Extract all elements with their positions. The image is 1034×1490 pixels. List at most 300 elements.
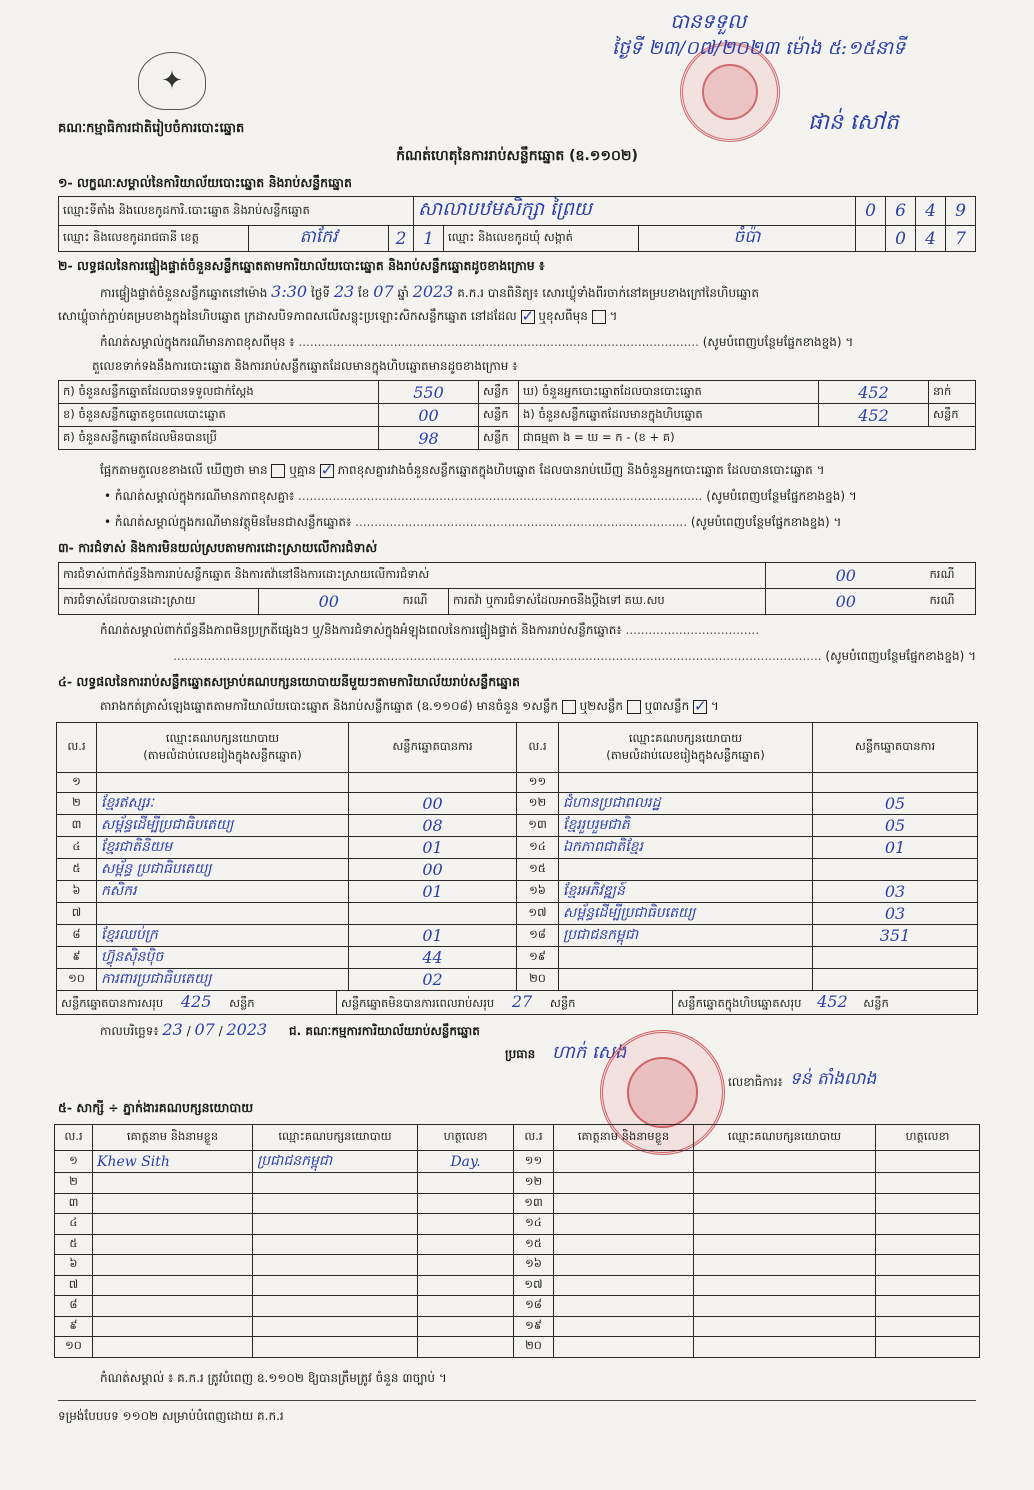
witness-signature (876, 1214, 980, 1235)
party-name (97, 902, 349, 924)
witness-name (93, 1296, 253, 1317)
row-no: ៣ (57, 814, 97, 836)
vote-count (813, 946, 978, 968)
w-col-sign-right: ហត្ថលេខា (876, 1125, 980, 1151)
seal-changed-checkbox[interactable] (592, 310, 606, 324)
diff-label-b: ឬគ្មាន (289, 463, 316, 477)
commune-code-digit: 0 (886, 226, 916, 252)
d-unit: នាក់ (929, 381, 976, 404)
party-name: សម្ព័ន្ធដើម្បីប្រជាធិបតេយ្យ (97, 814, 349, 836)
table-row (55, 1316, 980, 1337)
office-code-digit: 9 (946, 197, 976, 226)
party-name: ហ៊្វុនស៊ិនប៉ិច (97, 946, 349, 968)
footer-divider (58, 1400, 976, 1401)
footer-form-code: ទម្រង់បែបបទ ១១០២ សម្រាប់បំពេញដោយ គ.ក.រ (58, 1409, 284, 1423)
witness-party (253, 1275, 418, 1296)
witness-no: ១៦ (514, 1255, 554, 1276)
objection-row2b-unit: ករណី (926, 589, 976, 615)
vote-count: 02 (349, 968, 517, 990)
party-name (97, 773, 349, 793)
verify-day-label: ថ្ងៃទី (310, 286, 330, 300)
province-value: តាកែវ (249, 226, 389, 252)
row-no: ៩ (57, 946, 97, 968)
witness-name (554, 1296, 694, 1317)
witness-name (93, 1234, 253, 1255)
opt3-label: ឬ៣សន្លឹក (644, 699, 690, 713)
witness-signature (418, 1193, 514, 1214)
b-value: 00 (379, 404, 479, 427)
witness-party (253, 1193, 418, 1214)
witness-name (93, 1337, 253, 1358)
a-label: ក) ចំនួនសន្លឹកឆ្នោតដែលបានទទួលជាក់ស្តែង (59, 381, 379, 404)
chair-name: ហាក់ សេង (552, 1042, 627, 1063)
vote-count: 00 (349, 858, 517, 880)
province-label: ឈ្មោះ និងលេខកូដរាជធានី ខេត្ត (59, 226, 249, 252)
objection-row1-unit: ករណី (926, 563, 976, 589)
invalid-total-label: សន្លឹកឆ្នោតមិនបានការពេលរាប់សរុប (340, 996, 495, 1010)
verify-label: ការផ្ទៀងផ្ទាត់ចំនួនសន្លឹកឆ្នោតនៅម៉ោង (100, 286, 268, 300)
verify-year-label: ឆ្នាំ (397, 286, 409, 300)
row-no: ៦ (57, 880, 97, 902)
received-name: ផាន់ សៅត (808, 110, 899, 135)
witness-signature (418, 1296, 514, 1317)
b-label: ខ) ចំនួនសន្លឹកឆ្នោតខូចពេលបោះឆ្នោត (59, 404, 379, 427)
form-title: កំណត់ហេតុនៃការរាប់សន្លឹកឆ្នោត (ឧ.១១០២) (396, 148, 638, 164)
witness-name (93, 1255, 253, 1276)
table-row (55, 1255, 980, 1276)
table-row (57, 902, 978, 924)
objection-row2-value: 00 (259, 589, 399, 615)
province-code-digit: 1 (414, 226, 444, 252)
witness-no: ១៧ (514, 1275, 554, 1296)
sheets-3-checkbox[interactable] (693, 700, 707, 714)
box-total-value: 452 (817, 992, 848, 1011)
commune-code-blank (856, 226, 886, 252)
party-name: កសិករ (97, 880, 349, 902)
witness-no: ២ (55, 1173, 93, 1194)
witness-signature (418, 1275, 514, 1296)
sheets-2-checkbox[interactable] (627, 700, 641, 714)
witness-signature (418, 1316, 514, 1337)
commune-value: ចំប៉ា (639, 226, 856, 252)
vote-count (813, 773, 978, 793)
box-total-unit: សន្លឹក (863, 996, 889, 1010)
witness-name (93, 1275, 253, 1296)
table-row (57, 924, 978, 946)
counts-table (58, 380, 976, 450)
table-row (57, 792, 978, 814)
section2-title: ២- លទ្ធផលនៃការផ្ទៀងផ្ទាត់ចំនួនសន្លឹកឆ្នោតតាមការិយាល័យបោះឆ្នោត និងរាប់សន្លឹកឆ្នោតដូចខាងក្រោម ៖ (58, 258, 545, 273)
sheets-1-checkbox[interactable] (562, 700, 576, 714)
chair-label: ប្រធាន (505, 1047, 536, 1061)
witness-no: ២០ (514, 1337, 554, 1358)
witness-signature (876, 1316, 980, 1337)
vote-count: 01 (349, 836, 517, 858)
table-row (57, 836, 978, 858)
party-name: ខ្មែរជាតិនិយម (97, 836, 349, 858)
witness-name (93, 1316, 253, 1337)
col-party-left-title: ឈ្មោះគណបក្សនយោបាយ (165, 730, 280, 745)
objections-table (58, 562, 976, 615)
vote-count: 05 (813, 792, 978, 814)
vote-count: 08 (349, 814, 517, 836)
row-no: ១ (57, 773, 97, 793)
vote-count: 01 (349, 880, 517, 902)
diff-no-checkbox[interactable] (320, 464, 334, 478)
note-label: កំណត់សម្គាល់ក្នុងករណីមានភាពខុសពីមុន ៖ (100, 335, 295, 349)
witness-no: ៦ (55, 1255, 93, 1276)
witness-party (253, 1234, 418, 1255)
witness-party (694, 1173, 876, 1194)
witness-signature (418, 1214, 514, 1235)
diff-yes-checkbox[interactable] (271, 464, 285, 478)
office-table (58, 196, 976, 252)
witness-party: ប្រជាជនកម្ពុជា (253, 1151, 418, 1173)
witness-signature (876, 1151, 980, 1173)
witness-party (694, 1214, 876, 1235)
verify-line-1 (100, 282, 980, 303)
d-value: 452 (819, 381, 929, 404)
witness-no: ១៤ (514, 1214, 554, 1235)
verify-label-b: គ.ក.រ បានពិនិត្យ៖ សោរឃ្លុំទាំងពីរចាក់នៅគម្របខាងក្រៅនៃហិបឆ្នោត (457, 286, 759, 300)
witness-name (93, 1193, 253, 1214)
witness-signature (876, 1234, 980, 1255)
opt2-label: ឬ២សន្លឹក (579, 699, 624, 713)
party-name: ការពារប្រជាធិបតេយ្យ (97, 968, 349, 990)
vote-count: 05 (813, 814, 978, 836)
witness-no: ១ (55, 1151, 93, 1173)
row-no: ២ (57, 792, 97, 814)
witness-name (93, 1214, 253, 1235)
verify-line2-text: សោឃ្លុំចាក់ភ្ជាប់គម្របខាងក្នុងនៃហិបឆ្នោត ក្រដាសបិទភាពសលើសន្លុះប្រឡោះសិកសន្លឹកឆ្នោត នៅដដែល (58, 309, 517, 323)
section1-title: ១- លក្ខណៈសម្គាល់នៃការិយាល័យបោះឆ្នោត និងរាប់សន្លឹកឆ្នោត (58, 175, 352, 190)
party-name: ឯកភាពជាតិខ្មែរ (559, 836, 813, 858)
table-row (57, 880, 978, 902)
witness-no: ១១ (514, 1151, 554, 1173)
a-unit: សន្លឹក (479, 381, 519, 404)
received-time: ថ្ងៃទី ២៣/០៧/២០២៣ ម៉ោង ៥:១៥នាទី (612, 37, 906, 59)
witness-name: Khew Sith (93, 1151, 253, 1173)
table-row (57, 773, 978, 793)
vote-count: 00 (349, 792, 517, 814)
verify-month: 07 (373, 282, 394, 301)
received-note: បានទទួល (670, 9, 747, 33)
office-code-digit: 0 (856, 197, 886, 226)
section4-intro-label: តារាងកត់ត្រាសំឡេងឆ្នោតតាមការិយាល័យបោះឆ្នោត និងរាប់សន្លឹកឆ្នោត (ឧ.១១០៨) មានចំនួន ១សន្លឹក (100, 699, 558, 713)
row-no: ១០ (57, 968, 97, 990)
table-row (55, 1151, 980, 1173)
witness-party (253, 1214, 418, 1235)
committee-name: គណៈកម្មាធិការជាតិរៀបចំការបោះឆ្នោត (58, 121, 245, 136)
table-row (55, 1173, 980, 1194)
witness-party (253, 1173, 418, 1194)
vote-count (349, 902, 517, 924)
commune-code-digit: 4 (916, 226, 946, 252)
invalid-total-cell (336, 991, 672, 1015)
objection-row2-unit: ករណី (399, 589, 449, 615)
witness-name (554, 1173, 694, 1194)
table-row (57, 968, 978, 990)
col-party-right-title: ឈ្មោះគណបក្សនយោបាយ (628, 730, 743, 745)
row-no: ១២ (517, 792, 559, 814)
invalid-total-unit: សន្លឹក (549, 996, 576, 1010)
vote-count: 44 (349, 946, 517, 968)
w-col-name-left: គោត្តនាម និងនាមខ្លួន (93, 1125, 253, 1151)
date-label: កាលបរិច្ឆេទ៖ (100, 1024, 159, 1038)
related-line: តួលេខទាក់ទងនឹងការបោះឆ្នោត និងការរាប់សន្លឹកឆ្នោតដែលមានក្នុងហិបឆ្នោតមានដូចខាងក្រោម ៖ (92, 359, 518, 373)
witness-party (694, 1193, 876, 1214)
bullet1-fill: (សូមបំពេញបន្ថែមផ្នែកខាងខ្នង) ។ (706, 489, 857, 503)
witness-no: ១៩ (514, 1316, 554, 1337)
witness-no: ៧ (55, 1275, 93, 1296)
witness-party (694, 1316, 876, 1337)
witness-party (694, 1275, 876, 1296)
box-total-cell (673, 991, 978, 1015)
invalid-total-value: 27 (511, 992, 533, 1011)
verify-time: 3:30 (271, 282, 308, 301)
witness-no: ៥ (55, 1234, 93, 1255)
row-no: ១៣ (517, 814, 559, 836)
section3-fill: (សូមបំពេញបន្ថែមផ្នែកខាងខ្នង) ។ (825, 649, 976, 663)
witness-name (554, 1151, 694, 1173)
date-line: កាលបរិច្ឆេទ៖ 23 / 07 / 2023 ជ. គណៈកម្មការការិយាល័យរាប់សន្លឹកឆ្នោត (100, 1020, 480, 1039)
e-value: 452 (819, 404, 929, 427)
row-no: ៤ (57, 836, 97, 858)
box-total-label: សន្លឹកឆ្នោតក្នុងហិបឆ្នោតសរុប (677, 996, 802, 1010)
a-value: 550 (379, 381, 479, 404)
vote-count: 03 (813, 880, 978, 902)
witness-name (554, 1234, 694, 1255)
witness-party (253, 1316, 418, 1337)
witness-signature (876, 1296, 980, 1317)
witness-no: ១៥ (514, 1234, 554, 1255)
diff-label-c: ភាពខុសគ្នារវាងចំនួនសន្លឹកឆ្នោតក្នុងហិបឆ្នោត ដែលបានរាប់ឃើញ និងចំនួនអ្នកបោះឆ្នោត ដែលបានបោះឆ្នោត ។ (337, 463, 825, 477)
objection-row2b-label: ការតវ៉ា ឬការជំទាស់ដែលអាចនឹងប្តឹងទៅ គឃ.សប (449, 589, 766, 615)
section3-title: ៣- ការជំទាស់ និងការមិនយល់ស្របតាមការដោះស្រាយលើការជំទាស់ (58, 540, 378, 555)
col-party-left (97, 723, 349, 773)
witness-name (93, 1173, 253, 1194)
or-not-intact-label: ឬខុសពីមុន (538, 309, 588, 323)
party-name: សម្ព័ន្ធដើម្បីប្រជាធិបតេយ្យ (559, 902, 813, 924)
vote-count (813, 858, 978, 880)
c-label: គ) ចំនួនសន្លឹកឆ្នោតដែលមិនបានប្រើ (59, 427, 379, 450)
row-no: ១៤ (517, 836, 559, 858)
row-no: ១៨ (517, 924, 559, 946)
witness-signature (876, 1173, 980, 1194)
table-row (55, 1337, 980, 1358)
witness-signature (418, 1234, 514, 1255)
witness-name (554, 1316, 694, 1337)
witness-signature (418, 1337, 514, 1358)
witness-no: ១៣ (514, 1193, 554, 1214)
witness-name (554, 1337, 694, 1358)
vote-count: 351 (813, 924, 978, 946)
table-row (55, 1275, 980, 1296)
commune-code-digit: 7 (946, 226, 976, 252)
party-name (559, 968, 813, 990)
section4-intro: តារាងកត់ត្រាសំឡេងឆ្នោតតាមការិយាល័យបោះឆ្នោត និងរាប់សន្លឹកឆ្នោត (ឧ.១១០៨) មានចំនួន ១សន្លឹក ឬ២សន្លឹក ឬ៣សន្លឹក ✓ ។ (100, 698, 719, 716)
witness-no: ៣ (55, 1193, 93, 1214)
bullet2-fill: (សូមបំពេញបន្ថែមផ្នែកខាងខ្នង) ។ (690, 515, 842, 529)
e-unit: សន្លឹក (929, 404, 976, 427)
section3-note-line2: .......................................................................................................................................................................... (សូមបំពេញបន្ថែមផ្នែកខាងខ្នង) ។ (173, 649, 976, 663)
w-col-party-right: ឈ្មោះគណបក្សនយោបាយ (694, 1125, 876, 1151)
w-col-no-left: ល.រ (55, 1125, 93, 1151)
date-day: 23 (162, 1020, 183, 1039)
col-party-left-sub: (តាមលំដាប់លេខរៀងក្នុងសន្លឹកឆ្នោត) (143, 747, 302, 762)
formula: ជាធម្មតា ង = ឃ = ក - (ខ + គ) (519, 427, 976, 450)
objection-row1-value: 00 (766, 563, 926, 589)
table-row (55, 1296, 980, 1317)
witness-no: ១៨ (514, 1296, 554, 1317)
witness-no: ៤ (55, 1214, 93, 1235)
witness-party (253, 1337, 418, 1358)
row-no: ២០ (517, 968, 559, 990)
office-label: ឈ្មោះទីតាំង និងលេខកូដការិ.បោះឆ្នោត និងរាប់សន្លឹកឆ្នោត (59, 197, 414, 226)
verify-day: 23 (333, 282, 355, 301)
province-code-digit: 2 (389, 226, 414, 252)
table-row (57, 858, 978, 880)
section5-title: ៥- សាក្សី ÷ ភ្នាក់ងារគណបក្សនយោបាយ (58, 1100, 254, 1115)
witness-party (694, 1151, 876, 1173)
witness-no: ១០ (55, 1337, 93, 1358)
seal-intact-checkbox[interactable] (521, 310, 535, 324)
party-name (559, 858, 813, 880)
witness-signature (876, 1255, 980, 1276)
row-no: ៧ (57, 902, 97, 924)
section5-footnote: កំណត់សម្គាល់ ៖ គ.ក.រ ត្រូវបំពេញ ឧ.១១០២ ឱ្យបានត្រឹមត្រូវ ចំនួន ៣ច្បាប់ ។ (100, 1371, 447, 1385)
table-row (55, 1214, 980, 1235)
witness-signature (418, 1173, 514, 1194)
witness-party (253, 1255, 418, 1276)
secretary-name: ទន់ តាំងលាង (790, 1069, 877, 1089)
col-party-right-sub: (តាមលំដាប់លេខរៀងក្នុងសន្លឹកឆ្នោត) (606, 747, 765, 762)
commune-label: ឈ្មោះ និងលេខកូដឃុំ សង្កាត់ (444, 226, 639, 252)
verify-month-label: ខែ (358, 286, 370, 300)
office-code-digit: 4 (916, 197, 946, 226)
valid-total-unit: សន្លឹក (229, 996, 255, 1010)
party-name: ជំហានប្រជាពលរដ្ឋ (559, 792, 813, 814)
witness-party (694, 1296, 876, 1317)
party-name: ប្រជាជនកម្ពុជា (559, 924, 813, 946)
secretary-label: លេខាធិការ៖ (728, 1075, 783, 1089)
table-row (57, 814, 978, 836)
section3-note: កំណត់សម្គាល់ពាក់ព័ន្ធនឹងភាពមិនប្រក្រតីផ្សេងៗ ឬ/និងការជំទាស់ក្នុងអំឡុងពេលនៃការផ្ទៀងផ្ទាត់ និងការរាប់សន្លឹកឆ្នោត៖ ................................... (100, 623, 760, 637)
date-year: 2023 (226, 1020, 268, 1039)
c-unit: សន្លឹក (479, 427, 519, 450)
witness-signature (876, 1337, 980, 1358)
row-no: ១៥ (517, 858, 559, 880)
w-col-no-right: ល.រ (514, 1125, 554, 1151)
witness-signature (418, 1255, 514, 1276)
verify-line-2: សោឃ្លុំចាក់ភ្ជាប់គម្របខាងក្នុងនៃហិបឆ្នោត ក្រដាសបិទភាពសលើសន្លុះប្រឡោះសិកសន្លឹកឆ្នោត នៅដដែល ✓ ឬខុសពីមុន ។ (58, 308, 617, 326)
witness-signature (876, 1193, 980, 1214)
col-votes-right: សន្លឹកឆ្នោតបានការ (813, 723, 978, 773)
witness-name (554, 1255, 694, 1276)
objection-row1-label: ការជំទាស់ពាក់ព័ន្ធនឹងការរាប់សន្លឹកឆ្នោត និងការតវ៉ានៅនឹងការដោះស្រាយលើការជំទាស់ (59, 563, 766, 589)
office-value: សាលាបឋមសិក្សា ព្រៃយ (414, 197, 856, 226)
bullet1-line: • កំណត់សម្គាល់ក្នុងករណីមានភាពខុសគ្នា៖ .......................................................................................................... (សូមបំពេញបន្ថែមផ្នែកខាងខ្នង) ។ (104, 489, 857, 503)
party-name: សម្ព័ន្ធ ប្រជាធិបតេយ្យ (97, 858, 349, 880)
objection-row2-label: ការជំទាស់ដែលបានដោះស្រាយ (59, 589, 259, 615)
note-line: កំណត់សម្គាល់ក្នុងករណីមានភាពខុសពីមុន ៖ ......................................................................................................... (សូមបំពេញបន្ថែមផ្នែកខាងខ្នង) ។ (100, 335, 854, 349)
witness-no: ៨ (55, 1296, 93, 1317)
w-col-sign-left: ហត្ថលេខា (418, 1125, 514, 1151)
vote-count (349, 773, 517, 793)
vote-count: 03 (813, 902, 978, 924)
table-row (57, 946, 978, 968)
results-table (56, 722, 978, 991)
witness-party (694, 1255, 876, 1276)
witness-party (694, 1337, 876, 1358)
witness-name (554, 1275, 694, 1296)
col-votes-left: សន្លឹកឆ្នោតបានការ (349, 723, 517, 773)
col-no-left: ល.រ (57, 723, 97, 773)
diff-label-a: ផ្អែកតាមតួលេខខាងលើ ឃើញថា មាន (100, 463, 268, 477)
bullet1-label: • កំណត់សម្គាល់ក្នុងករណីមានភាពខុសគ្នា៖ (104, 489, 295, 503)
c-value: 98 (379, 427, 479, 450)
totals-table (56, 990, 978, 1015)
party-name: ខ្មែររួបរួមជាតិ (559, 814, 813, 836)
office-code-digit: 6 (886, 197, 916, 226)
col-party-right (559, 723, 813, 773)
row-no: ១៦ (517, 880, 559, 902)
party-name (559, 946, 813, 968)
date-month: 07 (194, 1020, 215, 1039)
vote-count (813, 968, 978, 990)
vote-count: 01 (349, 924, 517, 946)
w-col-party-left: ឈ្មោះគណបក្សនយោបាយ (253, 1125, 418, 1151)
table-row (55, 1193, 980, 1214)
party-name (559, 773, 813, 793)
witness-name (554, 1214, 694, 1235)
fill-more-note: (សូមបំពេញបន្ថែមផ្នែកខាងខ្នង) ។ (702, 335, 854, 349)
e-label: ង) ចំនួនសន្លឹកឆ្នោតដែលមានក្នុងហិបឆ្នោត (519, 404, 819, 427)
b-unit: សន្លឹក (479, 404, 519, 427)
bullet2-label: • កំណត់សម្គាល់ក្នុងករណីមានវត្ថុមិនមែនជាសន្លឹកឆ្នោត៖ (104, 515, 352, 529)
section4-title: ៤- លទ្ធផលនៃការរាប់សន្លឹកឆ្នោតសម្រាប់គណបក្សនយោបាយនីមួយៗតាមការិយាល័យរាប់សន្លឹកឆ្នោត (58, 674, 520, 689)
witness-table (54, 1124, 980, 1358)
section3-note-label: កំណត់សម្គាល់ពាក់ព័ន្ធនឹងភាពមិនប្រក្រតីផ្សេងៗ ឬ/និងការជំទាស់ក្នុងអំឡុងពេលនៃការផ្ទៀងផ្ទាត់ និងការរាប់សន្លឹកឆ្នោត៖ (100, 623, 622, 637)
witness-name (554, 1193, 694, 1214)
table-row (55, 1234, 980, 1255)
witness-party (253, 1296, 418, 1317)
witness-signature: Day. (418, 1151, 514, 1173)
w-col-name-right: គោត្តនាម និងនាមខ្លួន (554, 1125, 694, 1151)
bullet2-line: • កំណត់សម្គាល់ក្នុងករណីមានវត្ថុមិនមែនជាសន្លឹកឆ្នោត៖ ....................................................................................... (សូមបំពេញបន្ថែមផ្នែកខាងខ្នង) ។ (104, 515, 842, 529)
witness-no: ៩ (55, 1316, 93, 1337)
valid-total-label: សន្លឹកឆ្នោតបានការសរុប (61, 996, 164, 1010)
valid-total-value: 425 (180, 992, 212, 1011)
valid-total-cell (57, 991, 337, 1015)
col-no-right: ល.រ (517, 723, 559, 773)
diff-line (100, 462, 980, 480)
objection-row2b-value: 00 (766, 589, 926, 615)
party-name: ខ្មែរឥស្សរៈ (97, 792, 349, 814)
nec-emblem-icon: ✦ (138, 52, 206, 110)
row-no: ៨ (57, 924, 97, 946)
verify-year: 2023 (412, 282, 454, 301)
vote-count: 01 (813, 836, 978, 858)
row-no: ៥ (57, 858, 97, 880)
row-no: ១១ (517, 773, 559, 793)
witness-no: ១២ (514, 1173, 554, 1194)
party-name: ខ្មែរឈប់ក្រ (97, 924, 349, 946)
row-no: ១៧ (517, 902, 559, 924)
party-name: ខ្មែរអភិវឌ្ឍន៍ (559, 880, 813, 902)
d-label: ឃ) ចំនួនអ្នកបោះឆ្នោតដែលបានបោះឆ្នោត (519, 381, 819, 404)
signer-block: ជ. គណៈកម្មការការិយាល័យរាប់សន្លឹកឆ្នោត (289, 1024, 480, 1038)
